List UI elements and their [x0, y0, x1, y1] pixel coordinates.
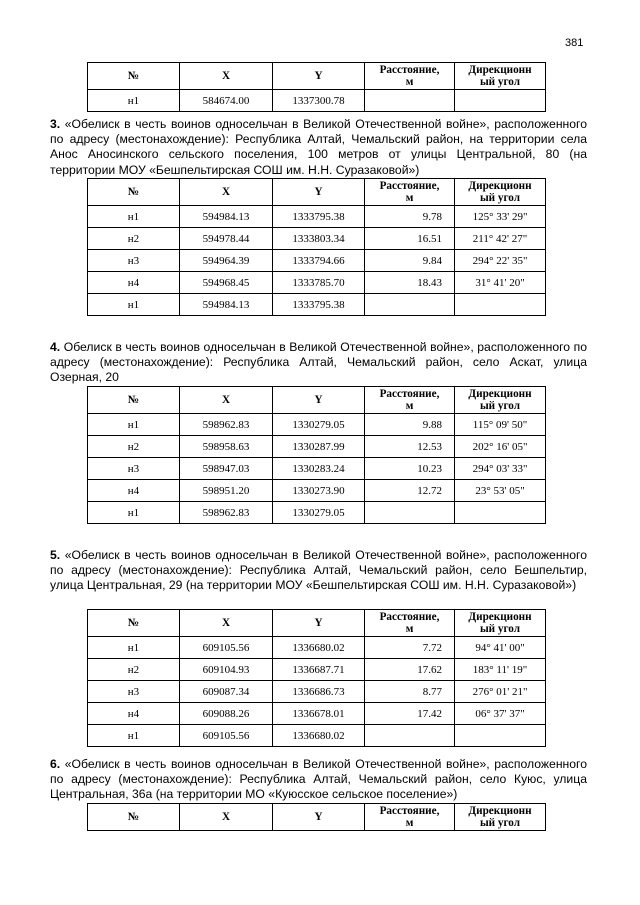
table-row	[88, 90, 546, 112]
coordinates-table	[87, 62, 546, 112]
number-header: №	[88, 63, 180, 90]
x-cell: 598962.83	[180, 414, 273, 436]
table-row	[88, 294, 546, 316]
section-5-paragraph	[50, 548, 587, 594]
coordinates-table	[87, 803, 546, 831]
table-row	[88, 480, 546, 502]
y-cell: 1333795.38	[273, 294, 365, 316]
angle-cell: 294° 03' 33"	[455, 458, 546, 480]
table-row	[88, 228, 546, 250]
angle-cell	[455, 294, 546, 316]
table-row	[88, 436, 546, 458]
y-header: Y	[273, 387, 365, 414]
distance-header: Расстояние, м	[365, 387, 455, 414]
point-cell: н1	[88, 637, 180, 659]
x-cell: 609087.34	[180, 681, 273, 703]
coordinates-table	[87, 609, 546, 747]
y-header: Y	[273, 610, 365, 637]
distance-header: Расстояние, м	[365, 63, 455, 90]
point-cell: н2	[88, 436, 180, 458]
coordinates-table	[87, 178, 546, 316]
distance-cell: 10.23	[365, 458, 455, 480]
section-number: 6.	[50, 757, 61, 771]
y-cell: 1336687.71	[273, 659, 365, 681]
point-cell: н2	[88, 659, 180, 681]
table-header-row	[88, 387, 546, 414]
distance-cell: 17.42	[365, 703, 455, 725]
y-cell: 1336680.02	[273, 725, 365, 747]
angle-cell: 183° 11' 19"	[455, 659, 546, 681]
point-cell: н1	[88, 725, 180, 747]
section-text: «Обелиск в честь воинов односельчан в Великой Отечественной войне», расположенного по адресу (местонахождение): Республика Алтай, Чемальский район, село Бешпельтир, улица Центральная, 29 (на территории МОУ «Бешпельтирская СОШ им. Н.Н. Суразаковой»)	[50, 548, 588, 593]
table-header-row	[88, 63, 546, 90]
angle-cell	[455, 90, 546, 112]
point-cell: н4	[88, 480, 180, 502]
x-cell: 609104.93	[180, 659, 273, 681]
point-cell: н3	[88, 458, 180, 480]
angle-cell	[455, 725, 546, 747]
x-cell: 594968.45	[180, 272, 273, 294]
distance-cell: 9.78	[365, 206, 455, 228]
table-row	[88, 637, 546, 659]
distance-cell: 8.77	[365, 681, 455, 703]
distance-cell: 9.84	[365, 250, 455, 272]
table-header-row	[88, 179, 546, 206]
section-text: «Обелиск в честь воинов односельчан в Великой Отечественной войне», расположенного по адресу (местонахождение): Республика Алтай, Чемальский район, село Куюс, улица Центральная, 36а (на территории МО «Куюсское сельское поселение»)	[50, 757, 588, 802]
y-cell: 1330279.05	[273, 502, 365, 524]
distance-header: Расстояние, м	[365, 804, 455, 831]
distance-cell	[365, 725, 455, 747]
x-cell: 609088.26	[180, 703, 273, 725]
angle-cell: 294° 22' 35"	[455, 250, 546, 272]
point-cell: н1	[88, 90, 180, 112]
y-cell: 1336678.01	[273, 703, 365, 725]
point-cell: н4	[88, 272, 180, 294]
direction-angle-header: Дирекционн ый угол	[455, 610, 546, 637]
x-header: X	[180, 804, 273, 831]
direction-angle-header: Дирекционн ый угол	[455, 63, 546, 90]
y-cell: 1336686.73	[273, 681, 365, 703]
section-4-paragraph	[50, 340, 587, 386]
x-cell: 594964.39	[180, 250, 273, 272]
y-header: Y	[273, 63, 365, 90]
x-cell: 594984.13	[180, 206, 273, 228]
x-cell: 598962.83	[180, 502, 273, 524]
table-header-row	[88, 804, 546, 831]
distance-cell: 7.72	[365, 637, 455, 659]
angle-cell: 94° 41' 00"	[455, 637, 546, 659]
point-cell: н1	[88, 502, 180, 524]
point-cell: н3	[88, 681, 180, 703]
point-cell: н1	[88, 206, 180, 228]
table-row	[88, 458, 546, 480]
x-header: X	[180, 610, 273, 637]
distance-cell	[365, 294, 455, 316]
distance-cell	[365, 502, 455, 524]
x-cell: 598958.63	[180, 436, 273, 458]
direction-angle-header: Дирекционн ый угол	[455, 179, 546, 206]
y-cell: 1337300.78	[273, 90, 365, 112]
angle-cell: 276° 01' 21"	[455, 681, 546, 703]
point-cell: н2	[88, 228, 180, 250]
x-cell: 598951.20	[180, 480, 273, 502]
number-header: №	[88, 610, 180, 637]
x-cell: 594984.13	[180, 294, 273, 316]
table-row	[88, 659, 546, 681]
distance-cell: 18.43	[365, 272, 455, 294]
table-row	[88, 725, 546, 747]
section-text: Обелиск в честь воинов односельчан в Великой Отечественной войне», расположенного по адресу (местонахождение): Республика Алтай, Чемальский район, село Аскат, улица Озерная, 20	[50, 340, 587, 385]
table-row	[88, 414, 546, 436]
table-header-row	[88, 610, 546, 637]
table-row	[88, 502, 546, 524]
point-cell: н1	[88, 414, 180, 436]
x-header: X	[180, 63, 273, 90]
y-cell: 1330287.99	[273, 436, 365, 458]
y-header: Y	[273, 179, 365, 206]
angle-cell: 31° 41' 20"	[455, 272, 546, 294]
number-header: №	[88, 804, 180, 831]
coordinates-table	[87, 386, 546, 524]
direction-angle-header: Дирекционн ый угол	[455, 804, 546, 831]
y-cell: 1333803.34	[273, 228, 365, 250]
distance-cell: 16.51	[365, 228, 455, 250]
number-header: №	[88, 179, 180, 206]
distance-header: Расстояние, м	[365, 610, 455, 637]
x-cell: 609105.56	[180, 637, 273, 659]
section-number: 5.	[50, 548, 61, 562]
section-number: 3.	[50, 117, 61, 131]
y-cell: 1330273.90	[273, 480, 365, 502]
table-row	[88, 250, 546, 272]
angle-cell: 202° 16' 05"	[455, 436, 546, 458]
y-cell: 1333795.38	[273, 206, 365, 228]
x-header: X	[180, 179, 273, 206]
x-cell: 598947.03	[180, 458, 273, 480]
y-cell: 1333785.70	[273, 272, 365, 294]
table-row	[88, 681, 546, 703]
distance-cell	[365, 90, 455, 112]
section-3-paragraph	[50, 117, 587, 178]
x-header: X	[180, 387, 273, 414]
angle-cell: 211° 42' 27"	[455, 228, 546, 250]
angle-cell	[455, 502, 546, 524]
distance-cell: 17.62	[365, 659, 455, 681]
page-number: 381	[565, 37, 584, 49]
distance-cell: 12.53	[365, 436, 455, 458]
angle-cell: 06° 37' 37"	[455, 703, 546, 725]
angle-cell: 23° 53' 05"	[455, 480, 546, 502]
table-row	[88, 206, 546, 228]
y-cell: 1333794.66	[273, 250, 365, 272]
point-cell: н3	[88, 250, 180, 272]
section-number: 4.	[50, 340, 61, 354]
x-cell: 584674.00	[180, 90, 273, 112]
table-row	[88, 272, 546, 294]
distance-cell: 12.72	[365, 480, 455, 502]
table-row	[88, 703, 546, 725]
y-header: Y	[273, 804, 365, 831]
point-cell: н4	[88, 703, 180, 725]
section-text: «Обелиск в честь воинов односельчан в Великой Отечественной войне», расположенного по адресу (местонахождение): Республика Алтай, Чемальский район, на территории села Анос Аносинского сельского поселения, 100 метров от улицы Центральной, 80 (на территории МОУ «Бешпельтирская СОШ им. Н.Н. Суразаковой»)	[50, 117, 588, 177]
y-cell: 1330283.24	[273, 458, 365, 480]
section-6-paragraph	[50, 757, 587, 803]
distance-header: Расстояние, м	[365, 179, 455, 206]
x-cell: 609105.56	[180, 725, 273, 747]
point-cell: н1	[88, 294, 180, 316]
y-cell: 1336680.02	[273, 637, 365, 659]
angle-cell: 115° 09' 50"	[455, 414, 546, 436]
x-cell: 594978.44	[180, 228, 273, 250]
direction-angle-header: Дирекционн ый угол	[455, 387, 546, 414]
number-header: №	[88, 387, 180, 414]
y-cell: 1330279.05	[273, 414, 365, 436]
distance-cell: 9.88	[365, 414, 455, 436]
angle-cell: 125° 33' 29"	[455, 206, 546, 228]
